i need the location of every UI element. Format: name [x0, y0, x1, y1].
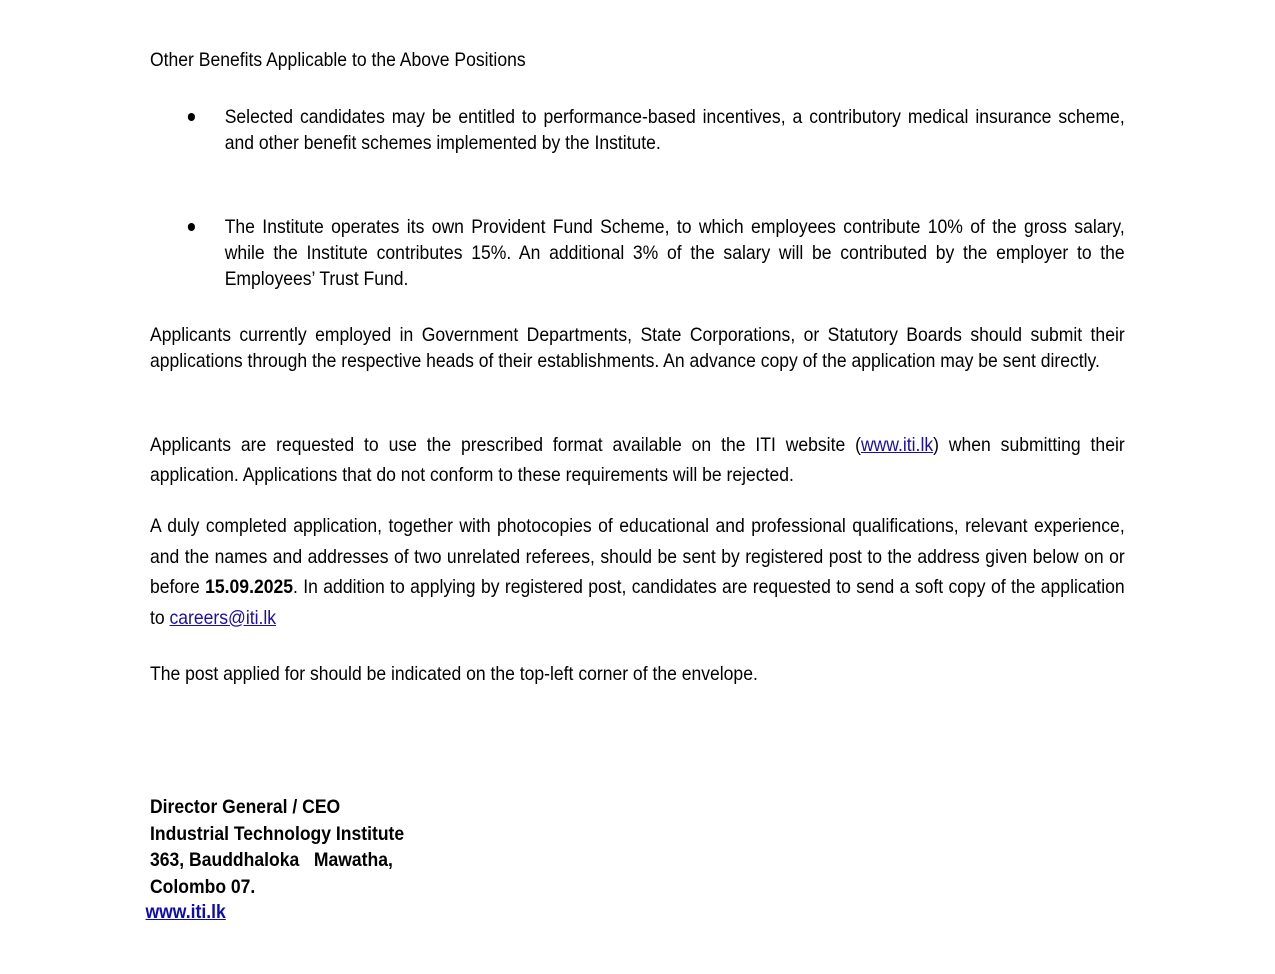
envelope-paragraph: The post applied for should be indicated on the top-left corner of the envelope. — [150, 663, 758, 685]
government-employees-paragraph: Applicants currently employed in Government Departments, State Corporations, or Statutory Boards should submit their applications through the respective heads of their establishments. An advance copy of the application may be sent directly. — [150, 324, 1125, 372]
footer-website-link[interactable]: www.iti.lk — [145, 901, 226, 923]
signature-address-line: 363, Bauddhaloka Mawatha, — [150, 849, 393, 871]
format-text-before: Applicants are requested to use the prescribed format available on the ITI website ( — [150, 434, 861, 456]
benefit-text: Selected candidates may be entitled to performance-based incentives, a contributory medical insurance scheme, and other benefit schemes implemented by the Institute. — [224, 106, 1125, 154]
application-text-middle: . In addition to applying by registered post, candidates are requested to send a soft copy of the application to — [150, 576, 1125, 629]
signature-title: Director General / CEO — [150, 796, 341, 818]
footer-website — [146, 899, 226, 925]
format-text-after: ) when submitting their application. Applications that do not conform to these requirements will be rejected. — [150, 434, 1125, 486]
signature-block — [150, 794, 404, 900]
application-text-before: A duly completed application, together with photocopies of educational and professional qualifications, relevant experience, and the names and addresses of two unrelated referees, should be sent by registered post to the address given below on or before — [150, 515, 1125, 598]
iti-website-link[interactable]: www.iti.lk — [860, 434, 934, 456]
application-paragraph — [150, 511, 1125, 633]
signature-organization: Industrial Technology Institute — [150, 822, 405, 845]
format-paragraph — [150, 430, 1125, 490]
benefit-item-incentives — [225, 104, 1125, 156]
benefit-item-provident-fund — [225, 214, 1125, 292]
bullet-icon — [188, 113, 195, 121]
section-heading: Other Benefits Applicable to the Above Positions — [150, 49, 526, 71]
bullet-icon — [188, 223, 195, 231]
benefit-text: The Institute operates its own Provident Fund Scheme, to which employees contribute 10% of the gross salary, while the Institute contributes 15%. An additional 3% of the salary will be contributed by the employer to the Employees’ Trust Fund. — [224, 216, 1125, 290]
deadline-date: 15.09.2025 — [205, 576, 294, 598]
signature-city: Colombo 07. — [150, 875, 256, 898]
careers-email-link[interactable]: careers@iti.lk — [169, 606, 277, 629]
